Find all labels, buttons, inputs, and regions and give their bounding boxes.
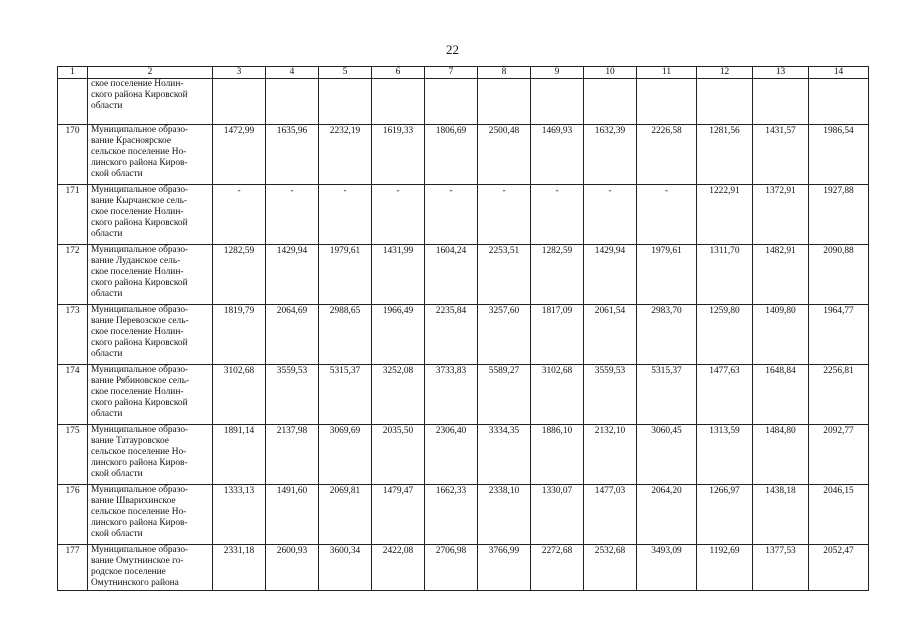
tariff-value-cell: 1966,49 [372, 305, 425, 365]
tariff-value-cell: 1431,99 [372, 245, 425, 305]
tariff-value-cell: - [266, 185, 319, 245]
tariff-value-cell: 1192,69 [697, 545, 753, 591]
column-number-cell: 1 [58, 67, 88, 79]
municipality-name-cell: Муниципальное образо- вание Луданское сель- ское поселение Нолин- ского района Кировской области [88, 245, 213, 305]
tariff-value-cell: 2132,10 [584, 425, 637, 485]
tariff-value-cell: 2226,58 [637, 125, 697, 185]
tariff-value-cell: 3252,08 [372, 365, 425, 425]
tariff-value-cell: 2272,68 [531, 545, 584, 591]
tariff-value-cell: 1648,84 [753, 365, 809, 425]
row-number-cell [58, 79, 88, 125]
tariff-value-cell: 2061,54 [584, 305, 637, 365]
tariff-value-cell: 2052,47 [809, 545, 869, 591]
municipality-name-cell: ское поселение Нолин- ского района Кировской области [88, 79, 213, 125]
tariff-value-cell: 1333,13 [213, 485, 266, 545]
tariff-value-cell: 1222,91 [697, 185, 753, 245]
column-number-cell: 5 [319, 67, 372, 79]
tariff-value-cell: 3733,83 [425, 365, 478, 425]
municipality-name-cell: Муниципальное образо- вание Татауровское сельское поселение Но- линского района Киров- ской области [88, 425, 213, 485]
tariff-value-cell: 1431,57 [753, 125, 809, 185]
column-number-cell: 12 [697, 67, 753, 79]
tariff-value-cell: 1479,47 [372, 485, 425, 545]
tariff-value-cell: 1477,03 [584, 485, 637, 545]
tariff-value-cell: 1632,39 [584, 125, 637, 185]
tariff-value-cell: 2500,48 [478, 125, 531, 185]
tariff-value-cell: 2090,88 [809, 245, 869, 305]
municipality-name-cell: Муниципальное образо- вание Швариxинское сельское поселение Но- линского района Киров- ской области [88, 485, 213, 545]
tariff-value-cell: 2331,18 [213, 545, 266, 591]
tariff-value-cell: 1619,33 [372, 125, 425, 185]
tariff-value-cell: 1472,99 [213, 125, 266, 185]
tariff-value-cell: 2706,98 [425, 545, 478, 591]
column-number-row [58, 67, 869, 79]
tariff-value-cell: 1817,09 [531, 305, 584, 365]
row-number-cell: 177 [58, 545, 88, 591]
tariff-value-cell [809, 79, 869, 125]
tariff-value-cell: 2988,65 [319, 305, 372, 365]
column-number-cell: 2 [88, 67, 213, 79]
tariff-value-cell: - [584, 185, 637, 245]
tariff-value-cell: 1438,18 [753, 485, 809, 545]
tariff-value-cell: - [213, 185, 266, 245]
tariff-value-cell: 1806,69 [425, 125, 478, 185]
tariff-value-cell: 3102,68 [213, 365, 266, 425]
tariff-value-cell [531, 79, 584, 125]
tariff-value-cell: 5315,37 [637, 365, 697, 425]
tariff-value-cell [213, 79, 266, 125]
tariff-value-cell: 2338,10 [478, 485, 531, 545]
tariff-value-cell: 1635,96 [266, 125, 319, 185]
row-number-cell: 173 [58, 305, 88, 365]
tariff-value-cell: 3060,45 [637, 425, 697, 485]
tariff-value-cell: 2532,68 [584, 545, 637, 591]
tariff-value-cell: 5315,37 [319, 365, 372, 425]
tariff-value-cell: 1330,07 [531, 485, 584, 545]
tariff-value-cell [425, 79, 478, 125]
tariff-value-cell: 1482,91 [753, 245, 809, 305]
column-number-cell: 14 [809, 67, 869, 79]
tariff-value-cell: 3493,09 [637, 545, 697, 591]
tariff-value-cell: 3102,68 [531, 365, 584, 425]
table-row [58, 305, 869, 365]
table-row [58, 425, 869, 485]
tariff-value-cell: 2235,84 [425, 305, 478, 365]
tariff-value-cell: 1662,33 [425, 485, 478, 545]
tariff-value-cell: 1964,77 [809, 305, 869, 365]
tariff-value-cell: - [425, 185, 478, 245]
tariff-value-cell: 2422,08 [372, 545, 425, 591]
table-row [58, 125, 869, 185]
tariff-value-cell [637, 79, 697, 125]
tariff-value-cell: 2306,40 [425, 425, 478, 485]
tariff-value-cell: 1891,14 [213, 425, 266, 485]
column-number-cell: 9 [531, 67, 584, 79]
column-number-cell: 4 [266, 67, 319, 79]
row-number-cell: 176 [58, 485, 88, 545]
tariff-value-cell: 1282,59 [531, 245, 584, 305]
column-number-cell: 6 [372, 67, 425, 79]
row-number-cell: 175 [58, 425, 88, 485]
tariff-value-cell: 1259,80 [697, 305, 753, 365]
tariff-value-cell: 1979,61 [319, 245, 372, 305]
table-row [58, 79, 869, 125]
tariff-value-cell: - [531, 185, 584, 245]
tariff-value-cell: 1491,60 [266, 485, 319, 545]
tariff-value-cell: 2035,50 [372, 425, 425, 485]
tariff-value-cell: 1979,61 [637, 245, 697, 305]
tariff-value-cell: 1429,94 [584, 245, 637, 305]
tariff-value-cell: 3600,34 [319, 545, 372, 591]
tariff-value-cell: 3559,53 [266, 365, 319, 425]
tariff-table [57, 66, 869, 591]
row-number-cell: 170 [58, 125, 88, 185]
tariff-value-cell: - [637, 185, 697, 245]
tariff-value-cell: 1313,59 [697, 425, 753, 485]
tariff-value-cell: 1281,56 [697, 125, 753, 185]
tariff-value-cell: 1986,54 [809, 125, 869, 185]
tariff-value-cell: - [372, 185, 425, 245]
tariff-value-cell: - [478, 185, 531, 245]
tariff-value-cell: 1266,97 [697, 485, 753, 545]
municipality-name-cell: Муниципальное образо- вание Перевозское сель- ское поселение Нолин- ского района Кировской области [88, 305, 213, 365]
tariff-value-cell: 2064,20 [637, 485, 697, 545]
table-row [58, 485, 869, 545]
tariff-value-cell: 1484,80 [753, 425, 809, 485]
tariff-value-cell [266, 79, 319, 125]
tariff-value-cell [697, 79, 753, 125]
tariff-value-cell: 1927,88 [809, 185, 869, 245]
tariff-value-cell: 1429,94 [266, 245, 319, 305]
tariff-value-cell: 3257,60 [478, 305, 531, 365]
tariff-value-cell: 2092,77 [809, 425, 869, 485]
tariff-value-cell: 2256,81 [809, 365, 869, 425]
tariff-value-cell [584, 79, 637, 125]
tariff-value-cell: 3559,53 [584, 365, 637, 425]
tariff-value-cell: 1604,24 [425, 245, 478, 305]
column-number-cell: 11 [637, 67, 697, 79]
tariff-value-cell [319, 79, 372, 125]
row-number-cell: 174 [58, 365, 88, 425]
tariff-value-cell: 2064,69 [266, 305, 319, 365]
tariff-value-cell: 2046,15 [809, 485, 869, 545]
municipality-name-cell: Муниципальное образо- вание Рябиновское сель- ское поселение Нолин- ского района Кировской области [88, 365, 213, 425]
tariff-value-cell [753, 79, 809, 125]
column-number-cell: 3 [213, 67, 266, 79]
tariff-value-cell: 3334,35 [478, 425, 531, 485]
tariff-value-cell: 2069,81 [319, 485, 372, 545]
tariff-value-cell: 2983,70 [637, 305, 697, 365]
table-row [58, 365, 869, 425]
column-number-cell: 7 [425, 67, 478, 79]
tariff-value-cell: 2253,51 [478, 245, 531, 305]
page-number: 22 [446, 42, 459, 57]
tariff-value-cell: 1469,93 [531, 125, 584, 185]
tariff-value-cell: 1282,59 [213, 245, 266, 305]
municipality-name-cell: Муниципальное образо- вание Кырчанское сель- ское поселение Нолин- ского района Кировской области [88, 185, 213, 245]
row-number-cell: 171 [58, 185, 88, 245]
tariff-value-cell: 1886,10 [531, 425, 584, 485]
tariff-value-cell [478, 79, 531, 125]
table-row [58, 185, 869, 245]
tariff-value-cell: 1311,70 [697, 245, 753, 305]
tariff-value-cell: 2137,98 [266, 425, 319, 485]
tariff-value-cell [372, 79, 425, 125]
column-number-cell: 13 [753, 67, 809, 79]
row-number-cell: 172 [58, 245, 88, 305]
table-row [58, 545, 869, 591]
tariff-value-cell: 5589,27 [478, 365, 531, 425]
tariff-value-cell: - [319, 185, 372, 245]
tariff-value-cell: 1819,79 [213, 305, 266, 365]
tariff-value-cell: 1409,80 [753, 305, 809, 365]
table-row [58, 245, 869, 305]
municipality-name-cell: Муниципальное образо- вание Красноярское сельское поселение Но- линского района Киров- ской области [88, 125, 213, 185]
tariff-value-cell: 1372,91 [753, 185, 809, 245]
tariff-value-cell: 3766,99 [478, 545, 531, 591]
tariff-value-cell: 2232,19 [319, 125, 372, 185]
tariff-value-cell: 1377,53 [753, 545, 809, 591]
tariff-value-cell: 3069,69 [319, 425, 372, 485]
column-number-cell: 10 [584, 67, 637, 79]
municipality-name-cell: Муниципальное образо- вание Омутнинское го- родское поселение Омутнинского района [88, 545, 213, 591]
tariff-value-cell: 1477,63 [697, 365, 753, 425]
tariff-value-cell: 2600,93 [266, 545, 319, 591]
column-number-cell: 8 [478, 67, 531, 79]
